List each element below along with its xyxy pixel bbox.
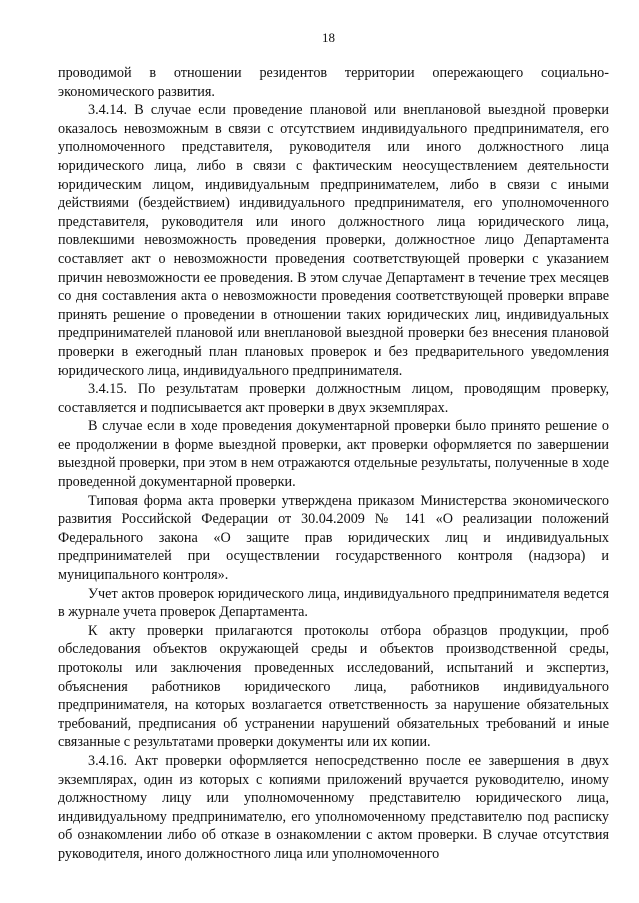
paragraph-typical-form: Типовая форма акта проверки утверждена приказом Министерства экономического развития Российской Федерации от 30.04.2009 № 141 «О реализации положений Федерального закона «О защите прав юридических лиц и индивидуальных предпринимателей при осуществлении государственного контроля (надзора) и муниципального контроля». [58, 492, 609, 584]
paragraph-continuation: проводимой в отношении резидентов территории опережающего социально-экономического развития. [58, 65, 609, 100]
page-number: 18 [322, 30, 335, 45]
paragraph-documentary-check: В случае если в ходе проведения документарной проверки было принято решение о ее продолжении в форме выездной проверки, акт проверки оформляется по завершении выездной проверки, при этом в нем отражаются отдельные результаты, полученные в ходе проведенной документарной проверки. [58, 418, 609, 491]
paragraph-attachments: К акту проверки прилагаются протоколы отбора образцов продукции, проб обследования объектов окружающей среды и объектов производственной среды, протоколы или заключения проведенных исследований, испытаний и экспертиз, объяснения работников юридического лица, работников индивидуального предпринимателя, на которых возлагается ответственность за нарушение обязательных требований, предписания об устранении нарушений обязательных требований и иные связанные с результатами проверки документы или их копии. [58, 622, 609, 751]
paragraph-3-4-15: 3.4.15. По результатам проверки должностным лицом, проводящим проверку, составляется и подписывается акт проверки в двух экземплярах. [58, 381, 609, 416]
paragraph-journal: Учет актов проверок юридического лица, индивидуального предпринимателя ведется в журнале учета проверок Департамента. [58, 585, 609, 621]
paragraph-3-4-16: 3.4.16. Акт проверки оформляется непосредственно после ее завершения в двух экземплярах, один из которых с копиями приложений вручается руководителю, иному должностному лицу или уполномоченному представителю юридического лица, индивидуальному предпринимателю, его уполномоченному представителю под расписку об ознакомлении либо об отказе в ознакомлении с актом проверки. В случае отсутствия руководителя, иного должностного лица или уполномоченного [58, 752, 609, 862]
document-body [58, 64, 609, 864]
paragraph-3-4-14: 3.4.14. В случае если проведение плановой или внеплановой выездной проверки оказалось невозможным в связи с отсутствием индивидуального предпринимателя, его уполномоченного представителя, руководителя или иного должностного лица юридического лица, либо в связи с фактическим неосуществлением деятельности юридическим лицом, индивидуальным предпринимателем, либо в связи с иными действиями (бездействием) индивидуального предпринимателя, его уполномоченного представителя, руководителя или иного должностного лица юридического лица, повлекшими невозможность проведения проверки, должностное лицо Департамента составляет акт о невозможности проведения соответствующей проверки с указанием причин невозможности ее проведения. В этом случае Департамент в течение трех месяцев со дня составления акта о невозможности проведения соответствующей проверки вправе принять решение о проведении в отношении таких юридических лиц, индивидуальных предпринимателей плановой или внеплановой выездной проверки без внесения плановой проверки в ежегодный план плановых проверок и без предварительного уведомления юридического лица, индивидуального предпринимателя. [58, 102, 609, 379]
